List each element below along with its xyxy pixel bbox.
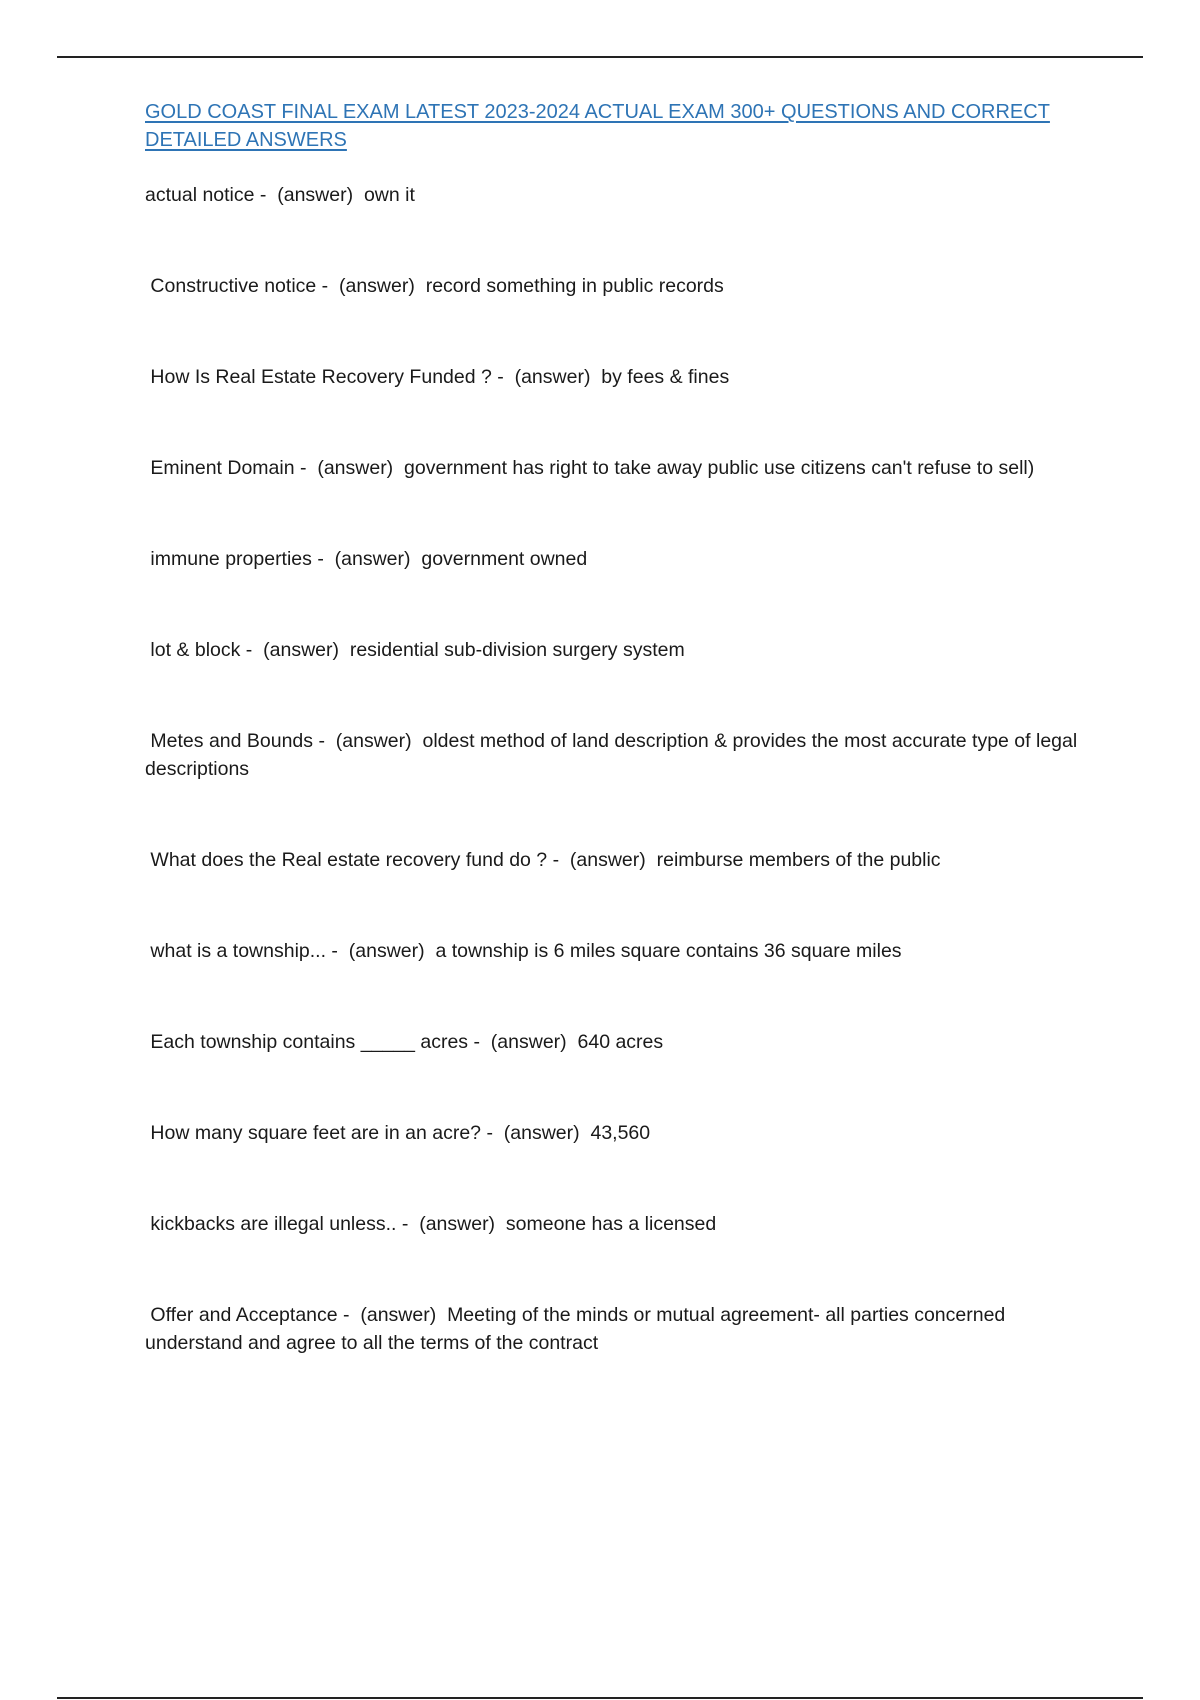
separator: - [468, 1031, 491, 1053]
separator: - [240, 639, 264, 661]
answer-tag: (answer) [514, 366, 591, 388]
qa-item [145, 727, 1085, 783]
question-text: Eminent Domain [145, 457, 295, 479]
answer-text: residential sub-division surgery system [349, 639, 685, 661]
answer-tag: (answer) [277, 184, 354, 206]
qa-item [145, 636, 1085, 664]
answer-text: a township is 6 miles square contains 36 square miles [435, 940, 902, 962]
separator: - [491, 366, 515, 388]
qa-item [145, 1210, 1085, 1238]
qa-item [145, 1119, 1085, 1147]
separator: - [313, 730, 336, 752]
answer-tag: (answer) [503, 1122, 580, 1144]
question-text: actual notice [145, 184, 255, 206]
answer-text: Meeting of the minds or mutual agreement- all parties concerned understand and agree to all the terms of the contract [145, 1304, 1011, 1354]
answer-tag: (answer) [490, 1031, 567, 1053]
separator: - [254, 184, 278, 206]
answer-text: own it [363, 184, 415, 206]
separator: - [547, 849, 570, 871]
separator: - [316, 275, 339, 297]
qa-item [145, 181, 1085, 209]
qa-item [145, 363, 1085, 391]
answer-text: government has right to take away public use citizens can't refuse to sell) [404, 457, 1035, 479]
separator: - [311, 548, 335, 570]
question-text: kickbacks are illegal unless.. [145, 1213, 397, 1235]
answer-tag: (answer) [317, 457, 394, 479]
answer-text: someone has a licensed [505, 1213, 717, 1235]
question-text: Metes and Bounds [145, 730, 314, 752]
separator: - [481, 1122, 504, 1144]
answer-text: by fees & fines [601, 366, 730, 388]
question-text: What does the Real estate recovery fund do ? [145, 849, 548, 871]
qa-item [145, 545, 1085, 573]
question-text: lot & block [145, 639, 241, 661]
separator: - [294, 457, 318, 479]
answer-tag: (answer) [335, 730, 412, 752]
answer-text: 640 acres [577, 1031, 664, 1053]
top-rule [57, 56, 1143, 58]
separator: - [326, 940, 349, 962]
answer-tag: (answer) [419, 1213, 496, 1235]
answer-tag: (answer) [334, 548, 411, 570]
answer-tag: (answer) [263, 639, 339, 661]
question-text: Constructive notice [145, 275, 317, 297]
answer-text: 43,560 [590, 1122, 651, 1144]
answer-text: oldest method of land description & provides the most accurate type of legal descriptions [145, 730, 1083, 780]
qa-item [145, 272, 1085, 300]
answer-tag: (answer) [339, 275, 415, 297]
question-text: How many square feet are in an acre? [145, 1122, 482, 1144]
question-text: Offer and Acceptance [145, 1304, 338, 1326]
separator: - [396, 1213, 420, 1235]
answer-text: reimburse members of the public [656, 849, 941, 871]
qa-item [145, 1028, 1085, 1056]
qa-item [145, 846, 1085, 874]
document-title-link[interactable]: GOLD COAST FINAL EXAM LATEST 2023-2024 ACTUAL EXAM 300+ QUESTIONS AND CORRECT DETAILED ANSWERS [145, 101, 1050, 151]
answer-text: record something in public records [425, 275, 724, 297]
answer-tag: (answer) [348, 940, 425, 962]
qa-item [145, 454, 1085, 482]
separator: - [337, 1304, 361, 1326]
question-text: what is a township... [145, 940, 327, 962]
qa-item [145, 937, 1085, 965]
qa-item [145, 1301, 1085, 1357]
answer-tag: (answer) [360, 1304, 437, 1326]
question-text: How Is Real Estate Recovery Funded ? [145, 366, 492, 388]
answer-text: government owned [421, 548, 588, 570]
question-text: Each township contains _____ acres [145, 1031, 469, 1053]
bottom-rule [57, 1697, 1143, 1699]
answer-tag: (answer) [569, 849, 646, 871]
question-text: immune properties [145, 548, 312, 570]
